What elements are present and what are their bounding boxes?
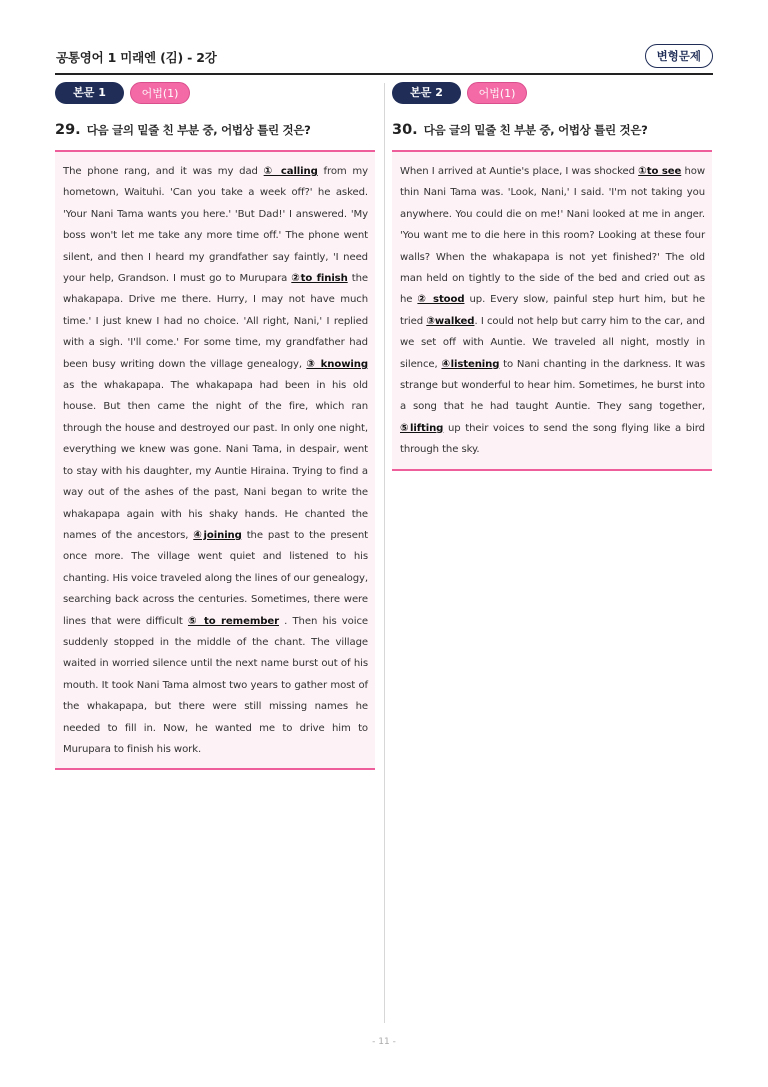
left-column: [55, 82, 375, 770]
question-text: 다음 글의 밑줄 친 부분 중, 어법상 틀린 것은?: [86, 123, 311, 137]
underlined-choice: ②to finish: [291, 273, 348, 285]
passage-tag: 본문 2: [392, 82, 461, 104]
right-column: [392, 82, 712, 471]
left-tags: [55, 82, 375, 104]
question-header: [392, 122, 712, 144]
page-number: - 11 -: [372, 1037, 396, 1047]
underlined-choice: ⑤ to remember: [187, 615, 279, 627]
underlined-choice: ③ knowing: [306, 358, 368, 370]
question-header: [55, 122, 375, 144]
passage-tag: 본문 1: [55, 82, 124, 104]
right-tags: [392, 82, 712, 104]
variant-badge: 변형문제: [645, 44, 713, 68]
passage-box: [55, 150, 375, 770]
passage-box: [392, 150, 712, 471]
underlined-choice: ① calling: [263, 166, 318, 177]
underlined-choice: ② stood: [417, 294, 465, 306]
header-title: 공통영어 1 미래엔 (김) - 2강: [56, 50, 217, 65]
type-tag: 어법(1): [467, 82, 527, 104]
underlined-choice: ④listening: [441, 358, 500, 370]
underlined-choice: ①to see: [638, 166, 682, 177]
question-number: 29.: [55, 122, 81, 138]
underlined-choice: ④joining: [193, 529, 242, 541]
column-divider: [384, 83, 385, 1023]
underlined-choice: ⑤lifting: [400, 422, 444, 434]
question-text: 다음 글의 밑줄 친 부분 중, 어법상 틀린 것은?: [423, 123, 648, 137]
question-number: 30.: [392, 122, 418, 138]
type-tag: 어법(1): [130, 82, 190, 104]
passage-text: The phone rang, and it was my dad ① calling from my hometown, Waituhi. 'Can you take a week off?' he asked. 'Your Nani Tama wants you here.' 'But Dad!' I answered. 'My boss won't let me take any more time off.' The phone went silent, and then I heard my grandfather say faintly, 'I need your help, Grandson. I must go to Murupara ②to finish the whakapapa. Drive me there. Hurry, I may not have much time.' I just knew I had no choice. 'All right, Nani,' I replied with a sigh. 'I'll come.' For some time, my grandfather had been busy writing down the village genealogy, ③ knowing as the whakapapa. The whakapapa had been in his old house. But then came the night of the fire, which ran through the house and destroyed our past. In only one night, everything we knew was gone. Nani Tama, in despair, went to stay with his daughter, my Auntie Hiraina. Trying to find a way out of the ashes of the past, Nani began to write the whakapapa again with his shaky hands. He chanted the names of the ancestors, ④joining the past to the present once more. The village went quiet and listened to his chanting. His voice traveled along the lines of our genealogy, searching back across the centuries. Sometimes, there were lines that were difficult ⑤ to remember . Then his voice suddenly stopped in the middle of the chant. The village waited in worried silence until the next name burst out of his mouth. It took Nani Tama almost two years to gather most of the whakapapa, but there were still missing names he needed to fill in. Now, he wanted me to drive him to Murupara to finish his work.: [63, 166, 369, 755]
underlined-choice: ③walked: [426, 315, 475, 327]
header-rule: [55, 73, 713, 75]
passage-text: When I arrived at Auntie's place, I was shocked ①to see how thin Nani Tama was. 'Look, Nani,' I said. 'I'm not taking you anywhere. You could die on me!' Nani looked at me in anger. 'You want me to die here in this room? Looking at these four walls? When the whakapapa is not yet finished?' The old man held on tightly to the side of the bed and cried out as he ② stood up. Every slow, painful step hurt him, but he tried ③walked. I could not help but carry him to the car, and we set off with Auntie. We traveled all night, mostly in silence, ④listening to Nani chanting in the darkness. It was strange but wonderful to hear him. Sometimes, he burst into a song that he had taught Auntie. They sang together, ⑤lifting up their voices to send the song flying like a bird through the sky.: [400, 166, 705, 456]
